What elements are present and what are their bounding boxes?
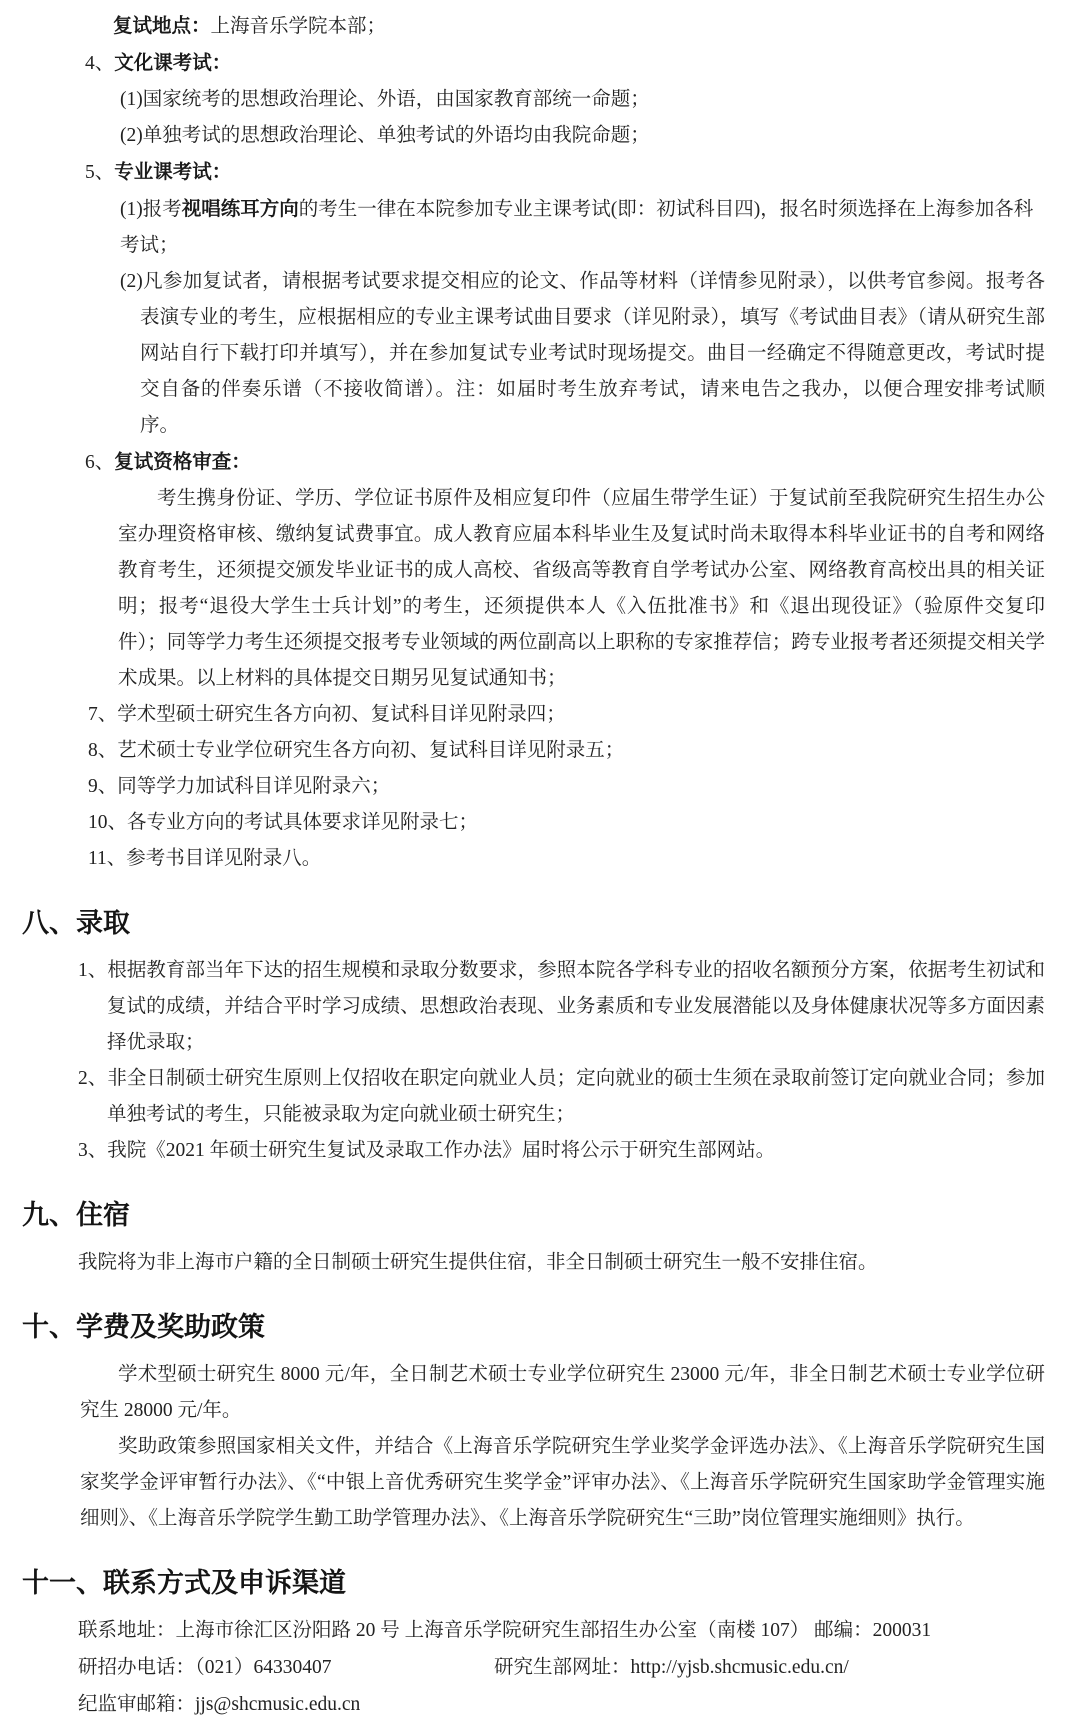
admission-item-1: 1、根据教育部当年下达的招生规模和录取分数要求，参照本院各学科专业的招收名额预分方案，依据考生初试和复试的成绩，并结合平时学习成绩、思想政治表现、业务素质和专业发展潜能以及身体健康状况等多方面因素择优录取； [78, 960, 1045, 1053]
item-4-number: 4、 [85, 53, 115, 74]
note-item-10: 10、各专业方向的考试具体要求详见附录七； [88, 812, 479, 833]
admission-item-3: 3、我院《2021 年硕士研究生复试及录取工作办法》届时将公示于研究生部网站。 [78, 1140, 776, 1161]
tuition-paragraph: 学术型硕士研究生 8000 元/年，全日制艺术硕士专业学位研究生 23000 元/年，非全日制艺术硕士专业学位研究生 28000 元/年。 [80, 1364, 1045, 1421]
note-item-11: 11、参考书目详见附录八。 [88, 848, 322, 869]
item-4-sub-1: (1)国家统考的思想政治理论、外语，由国家教育部统一命题； [120, 89, 650, 110]
item-5-heading [85, 154, 1045, 191]
item-6-heading [85, 444, 1045, 481]
item-4-sub-2: (2)单独考试的思想政治理论、单独考试的外语均由我院命题； [120, 125, 650, 146]
retest-location-value: 上海音乐学院本部； [210, 16, 387, 37]
item-5-title: 专业课考试： [114, 161, 232, 183]
item-5-sub-1 [120, 191, 1045, 264]
item-5-sub-1-bold: 视唱练耳方向 [181, 198, 299, 220]
contact-phone-web-line [78, 1650, 1045, 1686]
admission-item-2: 2、非全日制硕士研究生原则上仅招收在职定向就业人员；定向就业的硕士生须在录取前签订定向就业合同；参加单独考试的考生，只能被录取为定向就业硕士研究生； [78, 1068, 1045, 1125]
item-6-paragraph: 考生携身份证、学历、学位证书原件及相应复印件（应届生带学生证）于复试前至我院研究生招生办公室办理资格审核、缴纳复试费事宜。成人教育应届本科毕业生及复试时尚未取得本科毕业证书的自考和网络教育考生，还须提交颁发毕业证书的成人高校、省级高等教育自学考试办公室、网络教育高校出具的相关证明；报考“退役大学生士兵计划”的考生，还须提供本人《入伍批准书》和《退出现役证》（验原件交复印件）；同等学力考生还须提交报考专业领域的两位副高以上职称的专家推荐信；跨专业报考者还须提交相关学术成果。以上材料的具体提交日期另见复试通知书； [118, 488, 1045, 689]
item-6-title: 复试资格审查： [114, 451, 251, 473]
item-5-sub-2: (2)凡参加复试者，请根据考试要求提交相应的论文、作品等材料（详情参见附录），以供考官参阅。报考各表演专业的考生，应根据相应的专业主课考试曲目要求（详见附录），填写《考试曲目表》（请从研究生部网站自行下载打印并填写），并在参加复试专业考试时现场提交。曲目一经确定不得随意更改，考试时提交自备的伴奏乐谱（不接收简谱）。注：如届时考生放弃考试，请来电告之我办，以便合理安排考试顺序。 [120, 271, 1045, 436]
item-5-number: 5、 [85, 162, 115, 183]
item-4-heading [85, 45, 1045, 82]
item-4-title: 文化课考试： [114, 52, 232, 74]
contact-website: 研究生部网址：http://yjsb.shcmusic.edu.cn/ [494, 1657, 849, 1678]
accommodation-paragraph: 我院将为非上海市户籍的全日制硕士研究生提供住宿，非全日制硕士研究生一般不安排住宿。 [78, 1252, 878, 1273]
note-item-9: 9、同等学力加试科目详见附录六； [88, 776, 391, 797]
section-10-heading: 十、学费及奖助政策 [22, 1312, 265, 1342]
scholarship-paragraph: 奖助政策参照国家相关文件，并结合《上海音乐学院研究生学业奖学金评选办法》、《上海音乐学院研究生国家奖学金评审暂行办法》、《“中银上音优秀研究生奖学金”评审办法》、《上海音乐学院研究生国家助学金管理实施细则》、《上海音乐学院学生勤工助学管理办法》、《上海音乐学院研究生“三助”岗位管理实施细则》执行。 [80, 1436, 1045, 1529]
section-9-heading: 九、住宿 [22, 1200, 130, 1230]
retest-location-label: 复试地点： [113, 15, 211, 37]
section-11-heading: 十一、联系方式及申诉渠道 [22, 1568, 346, 1598]
contact-address-line: 联系地址：上海市徐汇区汾阳路 20 号 上海音乐学院研究生部招生办公室（南楼 107） 邮编：200031 [78, 1620, 932, 1641]
note-item-8: 8、艺术硕士专业学位研究生各方向初、复试科目详见附录五； [88, 740, 625, 761]
retest-location-line [113, 8, 1045, 45]
note-item-7: 7、学术型硕士研究生各方向初、复试科目详见附录四； [88, 704, 566, 725]
contact-phone: 研招办电话：（021）64330407 [78, 1657, 332, 1678]
item-5-sub-1-rest: 的考生一律在本院参加专业主课考试(即：初试科目四)，报名时须选择在上海参加各科考试； [120, 199, 1034, 256]
item-5-sub-1-prefix: (1)报考 [120, 199, 182, 220]
contact-email-line: 纪监审邮箱：jjs@shcmusic.edu.cn [78, 1694, 361, 1715]
item-6-number: 6、 [85, 452, 115, 473]
section-8-heading: 八、录取 [22, 908, 130, 938]
